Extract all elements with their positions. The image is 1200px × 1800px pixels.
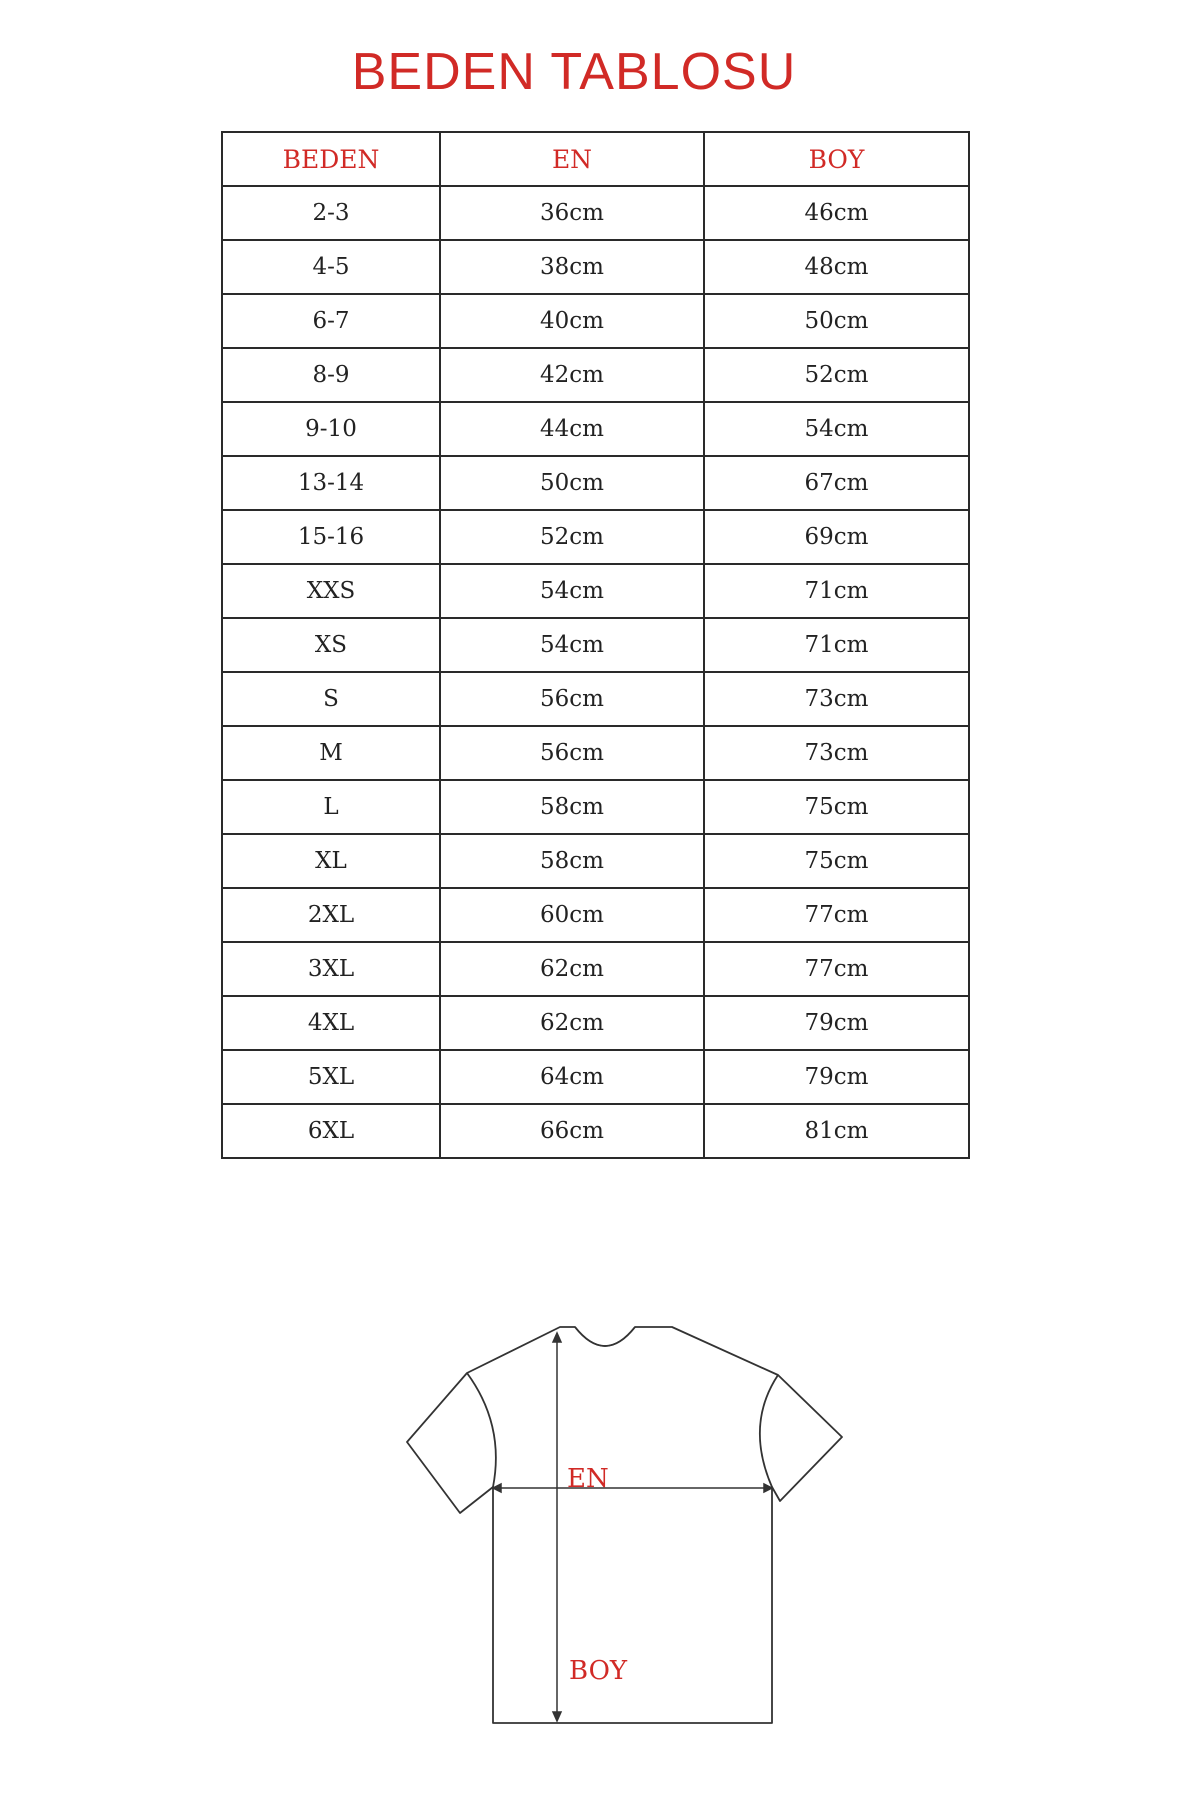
table-row [222, 726, 969, 780]
table-row [222, 456, 969, 510]
table-header-row [222, 132, 969, 186]
table-row [222, 780, 969, 834]
header-en: EN [440, 132, 704, 186]
length-label: BOY [569, 1656, 628, 1686]
size-cell: 4XL [222, 996, 440, 1050]
width-cell: 36cm [440, 186, 704, 240]
length-cell: 75cm [704, 780, 969, 834]
size-cell: 15-16 [222, 510, 440, 564]
size-cell: XS [222, 618, 440, 672]
table-row [222, 294, 969, 348]
width-cell: 54cm [440, 618, 704, 672]
width-cell: 54cm [440, 564, 704, 618]
size-cell: 6-7 [222, 294, 440, 348]
size-cell: S [222, 672, 440, 726]
length-cell: 46cm [704, 186, 969, 240]
length-cell: 77cm [704, 888, 969, 942]
width-cell: 56cm [440, 726, 704, 780]
width-cell: 64cm [440, 1050, 704, 1104]
width-cell: 62cm [440, 942, 704, 996]
size-table [221, 131, 970, 1159]
width-cell: 38cm [440, 240, 704, 294]
width-cell: 56cm [440, 672, 704, 726]
length-cell: 75cm [704, 834, 969, 888]
width-cell: 62cm [440, 996, 704, 1050]
width-cell: 66cm [440, 1104, 704, 1158]
size-cell: 8-9 [222, 348, 440, 402]
width-cell: 60cm [440, 888, 704, 942]
length-cell: 67cm [704, 456, 969, 510]
length-cell: 71cm [704, 618, 969, 672]
header-beden: BEDEN [222, 132, 440, 186]
length-cell: 81cm [704, 1104, 969, 1158]
width-cell: 42cm [440, 348, 704, 402]
table-row [222, 348, 969, 402]
length-cell: 48cm [704, 240, 969, 294]
width-label: EN [567, 1464, 609, 1494]
table-row [222, 186, 969, 240]
table-row [222, 672, 969, 726]
table-body [222, 186, 969, 1158]
width-cell: 44cm [440, 402, 704, 456]
size-cell: L [222, 780, 440, 834]
header-boy: BOY [704, 132, 969, 186]
size-cell: M [222, 726, 440, 780]
page-title: BEDEN TABLOSU [351, 43, 797, 101]
width-cell: 58cm [440, 780, 704, 834]
table-row [222, 510, 969, 564]
table-row [222, 240, 969, 294]
width-cell: 58cm [440, 834, 704, 888]
width-cell: 52cm [440, 510, 704, 564]
size-cell: XXS [222, 564, 440, 618]
table-row [222, 564, 969, 618]
table-row [222, 834, 969, 888]
size-cell: 4-5 [222, 240, 440, 294]
width-cell: 50cm [440, 456, 704, 510]
size-cell: 2-3 [222, 186, 440, 240]
length-cell: 79cm [704, 1050, 969, 1104]
length-cell: 73cm [704, 672, 969, 726]
length-cell: 50cm [704, 294, 969, 348]
length-cell: 69cm [704, 510, 969, 564]
length-cell: 79cm [704, 996, 969, 1050]
length-arrow-icon [553, 1333, 561, 1721]
table-row [222, 1050, 969, 1104]
width-cell: 40cm [440, 294, 704, 348]
table-row [222, 618, 969, 672]
size-cell: 3XL [222, 942, 440, 996]
width-arrow-icon [493, 1484, 772, 1492]
table-row [222, 888, 969, 942]
size-cell: 5XL [222, 1050, 440, 1104]
length-cell: 71cm [704, 564, 969, 618]
table-row [222, 402, 969, 456]
table-row [222, 1104, 969, 1158]
size-cell: XL [222, 834, 440, 888]
tshirt-measurement-diagram [400, 1325, 860, 1745]
size-cell: 6XL [222, 1104, 440, 1158]
length-cell: 73cm [704, 726, 969, 780]
size-cell: 13-14 [222, 456, 440, 510]
length-cell: 52cm [704, 348, 969, 402]
size-cell: 2XL [222, 888, 440, 942]
size-cell: 9-10 [222, 402, 440, 456]
length-cell: 77cm [704, 942, 969, 996]
length-cell: 54cm [704, 402, 969, 456]
table-row [222, 942, 969, 996]
table-row [222, 996, 969, 1050]
